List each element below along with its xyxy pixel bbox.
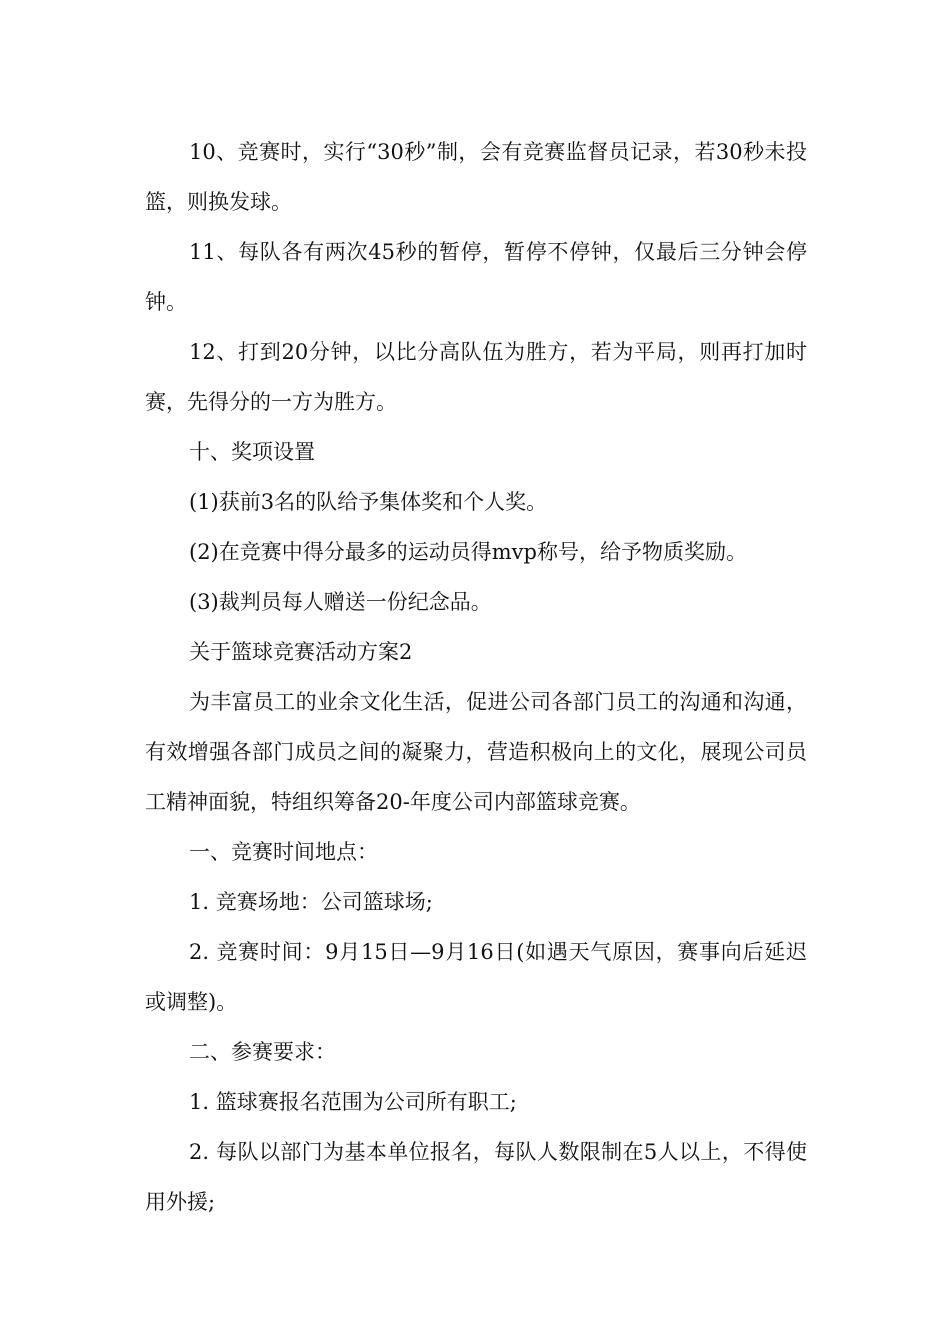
venue-item: 1. 竞赛场地：公司篮球场; [189, 890, 433, 914]
rule-11-paragraph: 11、每队各有两次45秒的暂停，暂停不停钟，仅最后三分钟会停钟。 [145, 240, 807, 314]
requirement-item-2: 2. 每队以部门为基本单位报名，每队人数限制在5人以上，不得使用外援; [145, 1140, 807, 1214]
awards-heading: 十、奖项设置 [189, 440, 315, 464]
document-body [145, 127, 807, 1227]
rule-10-paragraph: 10、竞赛时，实行“30秒”制，会有竞赛监督员记录，若30秒未投篮，则换发球。 [145, 140, 807, 214]
intro-paragraph: 为丰富员工的业余文化生活，促进公司各部门员工的沟通和沟通，有效增强各部门成员之间的凝聚力，营造积极向上的文化，展现公司员工精神面貌，特组织筹备20-年度公司内部篮球竞赛。 [145, 690, 807, 814]
requirement-item-1: 1. 篮球赛报名范围为公司所有职工; [189, 1090, 517, 1114]
time-place-heading: 一、竞赛时间地点： [189, 840, 378, 864]
requirements-heading: 二、参赛要求： [189, 1040, 336, 1064]
award-item-2: (2)在竞赛中得分最多的运动员得mvp称号，给予物质奖励。 [189, 540, 747, 564]
award-item-3: (3)裁判员每人赠送一份纪念品。 [189, 590, 492, 614]
section-title: 关于篮球竞赛活动方案2 [189, 640, 413, 664]
award-item-1: (1)获前3名的队给予集体奖和个人奖。 [189, 490, 548, 514]
schedule-item: 2. 竞赛时间：9月15日—9月16日(如遇天气原因，赛事向后延迟或调整)。 [145, 940, 807, 1014]
rule-12-paragraph: 12、打到20分钟，以比分高队伍为胜方，若为平局，则再打加时赛，先得分的一方为胜方。 [145, 340, 807, 414]
